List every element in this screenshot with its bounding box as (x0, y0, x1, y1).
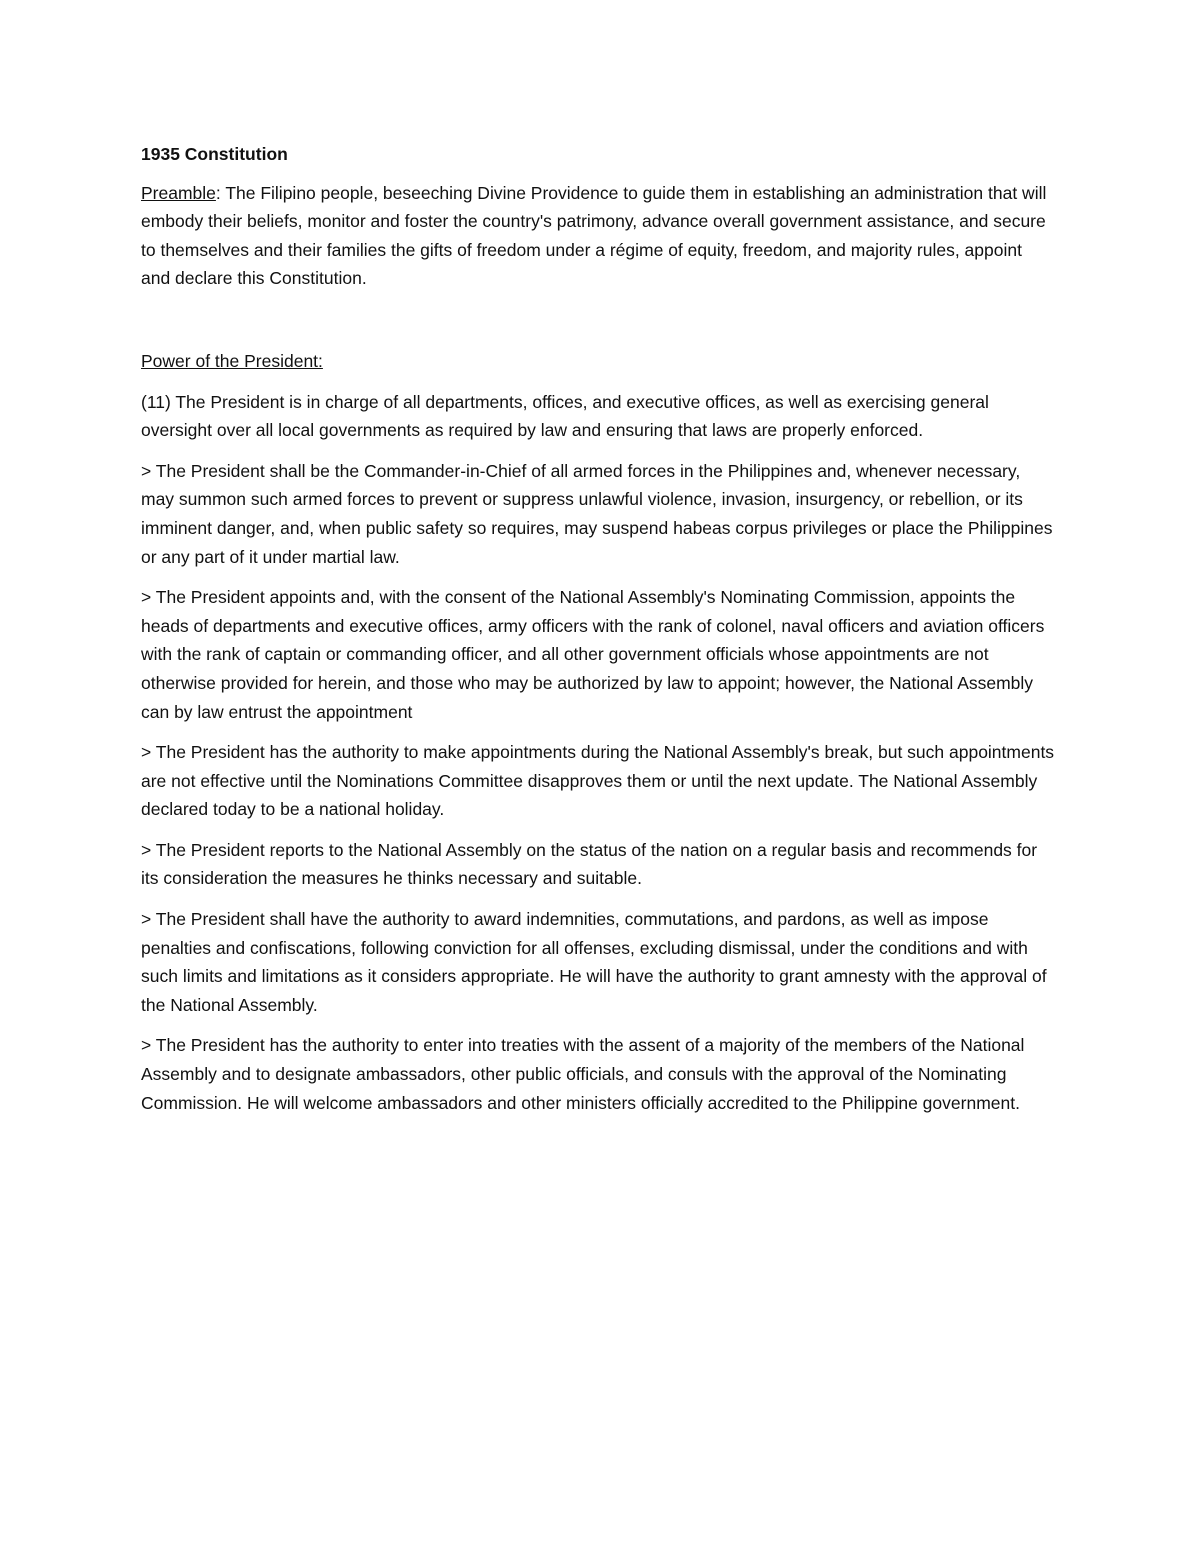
preamble-paragraph (141, 179, 1056, 293)
powers-paragraph: > The President shall have the authority to award indemnities, commutations, and pardons, as well as impose penalties and confiscations, following conviction for all offenses, excluding dismissal, under the conditions and with such limits and limitations as it considers appropriate. He will have the authority to grant amnesty with the approval of the National Assembly. (141, 909, 1047, 1015)
preamble-text: The Filipino people, beseeching Divine Providence to guide them in establishing an administration that will embody their beliefs, monitor and foster the country's patrimony, advance overall government assistance, and secure to themselves and their families the gifts of freedom under a régime of equity, freedom, and majority rules, appoint and declare this Constitution. (141, 182, 1047, 289)
powers-paragraph: > The President has the authority to enter into treaties with the assent of a majority of the members of the National Assembly and to designate ambassadors, other public officials, and consuls with the approval of the Nominating Commission. He will welcome ambassadors and other ministers officially accredited to the Philippine government. (141, 1035, 1025, 1113)
powers-paragraph: (11) The President is in charge of all departments, offices, and executive offices, as well as exercising general oversight over all local governments as required by law and ensuring that laws are properly enforced. (141, 391, 989, 441)
powers-heading: Power of the President: (141, 350, 323, 371)
preamble-label: Preamble (141, 182, 216, 203)
powers-paragraph: > The President has the authority to make appointments during the National Assembly's break, but such appointments are not effective until the Nominations Committee disapproves them or until the next update. The National Assembly declared today to be a national holiday. (141, 742, 1055, 820)
powers-paragraph: > The President reports to the National Assembly on the status of the nation on a regular basis and recommends for its consideration the measures he thinks necessary and suitable. (141, 839, 1038, 889)
document-title: 1935 Constitution (141, 144, 288, 164)
document-body (141, 140, 1056, 1129)
powers-paragraph: > The President appoints and, with the consent of the National Assembly's Nominating Commission, appoints the heads of departments and executive offices, army officers with the rank of colonel, naval officers and aviation officers with the rank of captain or commanding officer, and all other government officials whose appointments are not otherwise provided for herein, and those who may be authorized by law to appoint; however, the National Assembly can by law entrust the appointment (141, 587, 1045, 722)
powers-paragraph: > The President shall be the Commander-in-Chief of all armed forces in the Philippines and, whenever necessary, may summon such armed forces to prevent or suppress unlawful violence, invasion, insurgency, or rebellion, or its imminent danger, and, when public safety so requires, may suspend habeas corpus privileges or place the Philippines or any part of it under martial law. (141, 460, 1053, 567)
section-spacer (141, 305, 1056, 347)
preamble-colon: : (215, 182, 221, 203)
